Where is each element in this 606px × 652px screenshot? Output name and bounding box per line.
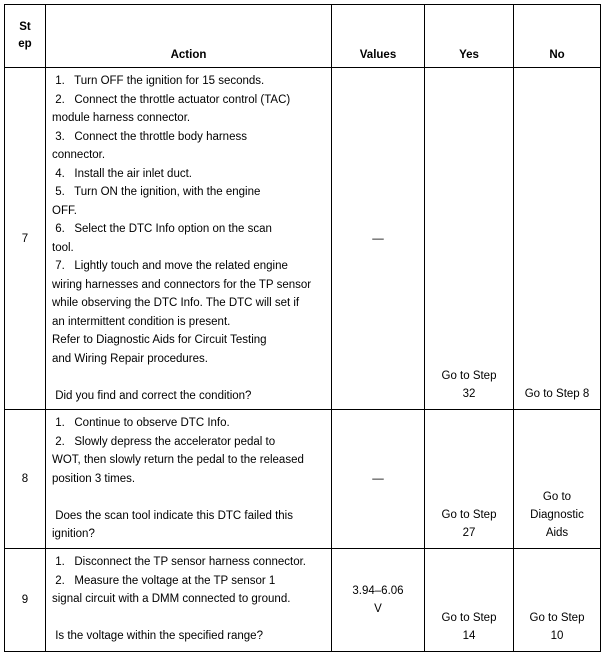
- action-line: 5. Turn ON the ignition, with the engine: [52, 186, 261, 198]
- action-line: Refer to Diagnostic Aids for Circuit Testing: [52, 334, 267, 346]
- action-header: Action: [46, 5, 332, 68]
- action-question: Did you find and correct the condition?: [52, 389, 252, 402]
- header-row: [5, 5, 601, 68]
- step-number: 8: [5, 410, 46, 549]
- no-cell: Go to Diagnostic Aids: [514, 410, 601, 549]
- action-cell: [46, 549, 332, 652]
- diagnostic-table: [4, 4, 601, 652]
- action-line: position 3 times.: [52, 472, 136, 485]
- values-cell: —: [332, 410, 425, 549]
- yes-cell: Go to Step 27: [425, 410, 514, 549]
- table-row-step-7: [5, 68, 601, 410]
- action-line: 1. Continue to observe DTC Info.: [52, 417, 230, 429]
- values-header: Values: [332, 5, 425, 68]
- action-question: Does the scan tool indicate this DTC failed this: [52, 509, 293, 522]
- values-cell: 3.94–6.06 V: [332, 549, 425, 652]
- no-cell: Go to Step 10: [514, 549, 601, 652]
- action-line: 2. Measure the voltage at the TP sensor 1: [52, 574, 276, 587]
- step-number: 7: [5, 68, 46, 410]
- action-question: Is the voltage within the specified range?: [52, 630, 263, 642]
- yes-header: Yes: [425, 5, 514, 68]
- action-line: 2. Connect the throttle actuator control (TAC): [52, 93, 291, 106]
- yes-cell: Go to Step 32: [425, 68, 514, 410]
- step-number: 9: [5, 549, 46, 652]
- action-line: module harness connector.: [52, 112, 191, 124]
- action-line: WOT, then slowly return the pedal to the released: [52, 454, 304, 466]
- action-cell: [46, 410, 332, 549]
- action-line: 6. Select the DTC Info option on the scan: [52, 223, 272, 235]
- action-line: 1. Disconnect the TP sensor harness connector.: [52, 556, 306, 568]
- action-line: 3. Connect the throttle body harness: [52, 130, 247, 143]
- action-line: an intermittent condition is present.: [52, 315, 231, 328]
- action-line: 4. Install the air inlet duct.: [52, 167, 192, 180]
- table-row-step-9: [5, 549, 601, 652]
- action-line: 2. Slowly depress the accelerator pedal to: [52, 435, 276, 448]
- action-line: 1. Turn OFF the ignition for 15 seconds.: [52, 75, 265, 87]
- yes-cell: Go to Step 14: [425, 549, 514, 652]
- action-cell: [46, 68, 332, 410]
- action-line: while observing the DTC Info. The DTC will set if: [52, 297, 300, 309]
- action-line: OFF.: [52, 204, 77, 217]
- action-line: tool.: [52, 241, 74, 254]
- action-question: ignition?: [52, 528, 95, 540]
- action-line: and Wiring Repair procedures.: [52, 352, 208, 365]
- step-header: St ep: [5, 5, 46, 68]
- no-cell: Go to Step 8: [514, 68, 601, 410]
- action-line: connector.: [52, 149, 106, 161]
- table-row-step-8: [5, 410, 601, 549]
- action-line: signal circuit with a DMM connected to ground.: [52, 593, 291, 605]
- values-cell: —: [332, 68, 425, 410]
- action-line: 7. Lightly touch and move the related engine: [52, 260, 288, 272]
- action-line: wiring harnesses and connectors for the TP sensor: [52, 278, 312, 291]
- no-header: No: [514, 5, 601, 68]
